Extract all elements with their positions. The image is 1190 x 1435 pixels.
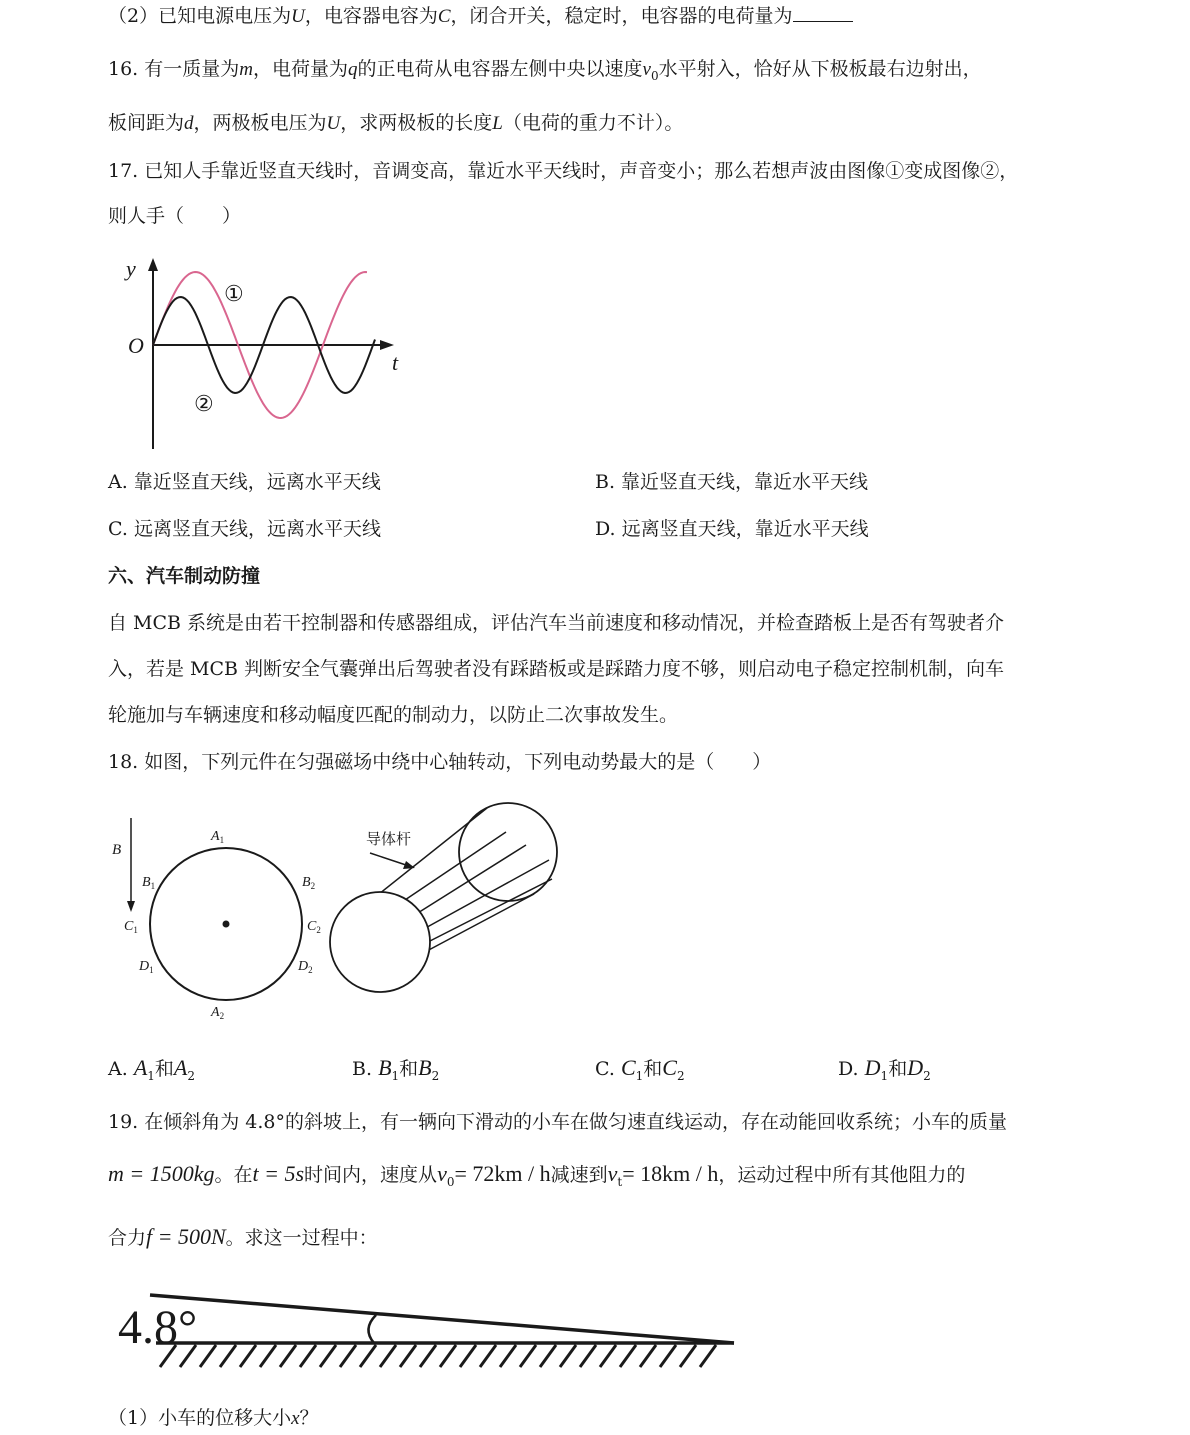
q19-part1 [108,1405,319,1432]
letter: C [124,919,134,934]
hatch-line [420,1345,436,1367]
hatch-line [700,1345,716,1367]
hatch-line [440,1345,456,1367]
var: B [378,1055,392,1080]
var-v: v [642,59,651,80]
q15-part2-line [108,3,853,30]
text: 和 [643,1058,663,1080]
hatch-line [640,1345,656,1367]
q17-option-b[interactable]: B. 靠近竖直天线，靠近水平天线 [595,471,869,493]
text: （1）小车的位移大小 [108,1407,292,1429]
subscript: 1 [133,925,138,935]
subscript: 2 [316,925,321,935]
hatch-line [300,1345,316,1367]
q18-option-c[interactable] [595,1055,685,1084]
q16-line1 [108,56,982,84]
rod-pointer-arrow-icon [403,861,415,869]
label-a1 [210,829,224,845]
section-title: 六、汽车制动防撞 [108,565,261,587]
letter: A [211,829,220,844]
origin-label: O [128,333,144,358]
hatch-line [400,1345,416,1367]
option-prefix: B. [352,1058,373,1080]
q17-option-d[interactable]: D. 远离竖直天线，靠近水平天线 [595,518,869,540]
text: ，电荷量为 [253,58,349,80]
option-prefix: C. [595,1058,615,1080]
rod-pointer-line [370,853,409,866]
wave-1-label: ① [224,281,244,306]
force-equation: f = 500N [146,1224,226,1249]
cylinder-front-disk [330,892,430,992]
q17-option-a[interactable]: A. 靠近竖直天线，远离水平天线 [108,471,381,493]
hatch-line [580,1345,596,1367]
text: 和 [154,1058,174,1080]
hatch-line [360,1345,376,1367]
var-L: L [492,113,503,134]
text: 水平射入，恰好从下极板最右边射出， [658,58,982,80]
q17-line2: 则人手（ ） [108,205,242,227]
var-U: U [291,6,305,27]
option-prefix: A. [108,1058,128,1080]
text: ，求两极板的长度 [340,112,493,134]
var-d: d [184,113,194,134]
label-a2 [210,1005,224,1021]
field-b-label: B [112,842,122,858]
conductor-rod [426,879,552,943]
hatch-line [200,1345,216,1367]
hatch-line [280,1345,296,1367]
letter: D [298,959,309,974]
text: ？ [299,1407,319,1429]
text: 。求这一过程中： [225,1227,378,1249]
var-m: m [239,59,253,80]
y-axis-label: y [126,256,136,281]
section-paragraph-line2: 入，若是 MCB 判断安全气囊弹出后驾驶者没有踩踏板或是踩踏力度不够，则启动电子稳定控制机制，向车 [108,658,1005,680]
text: 板间距为 [108,112,185,134]
section-paragraph-line1: 自 MCB 系统是由若干控制器和传感器组成，评估汽车当前速度和移动情况，并检查踏板上是否有驾驶者介 [108,612,1005,634]
q19-line1: 19. 在倾斜角为 4.8°的斜坡上，有一辆向下滑动的小车在做匀速直线运动，存在动能回收系统；小车的质量 [108,1111,1008,1133]
initial-speed: = 72km / h [454,1161,551,1186]
y-axis-arrow-icon [148,258,158,271]
subscript: 2 [187,1069,196,1083]
var-v: v [607,1161,618,1186]
letter: A [211,1005,220,1020]
wave-2-label: ② [194,391,214,416]
q19-line3 [108,1224,378,1251]
hatch-line [680,1345,696,1367]
hatch-line [500,1345,516,1367]
subscript: 1 [391,1069,400,1083]
var: C [620,1055,636,1080]
rod-label: 导体杆 [366,832,412,848]
slope-figure [112,1285,752,1375]
label-d1 [138,959,154,975]
hatch-line [480,1345,496,1367]
label-c2 [307,919,321,935]
incline-line [150,1295,734,1343]
q18-line1: 18. 如图，下列元件在匀强磁场中绕中心轴转动，下列电动势最大的是（ ） [108,751,772,773]
hatch-line [520,1345,536,1367]
label-b1 [142,875,155,891]
var: A [173,1055,188,1080]
q19-line2 [108,1161,965,1190]
subscript: 0 [446,1175,455,1189]
var: B [418,1055,432,1080]
text: 。在 [214,1164,253,1186]
var: D [907,1055,924,1080]
hatch-line [320,1345,336,1367]
center-axis-dot [223,921,230,928]
label-d2 [297,959,313,975]
hatch-line [240,1345,256,1367]
q18-option-a[interactable] [108,1055,195,1084]
hatch-line [660,1345,676,1367]
text: ，闭合开关，稳定时，电容器的电荷量为 [450,5,793,27]
q17-wave-graph [110,254,410,454]
subscript: 2 [219,1011,225,1021]
text: ，运动过程中所有其他阻力的 [718,1164,966,1186]
hatch-line [260,1345,276,1367]
q16-line2 [108,110,683,137]
hatch-line [620,1345,636,1367]
subscript: t [617,1175,623,1189]
text: 合力 [108,1227,147,1249]
hatch-line [560,1345,576,1367]
q17-line1: 17. 已知人手靠近竖直天线时，音调变高，靠近水平天线时，声音变小；那么若想声波由图像①变成图像②， [108,160,1019,182]
hatch-line [460,1345,476,1367]
hatch-line [340,1345,356,1367]
option-prefix: D. [838,1058,859,1080]
letter: D [139,959,150,974]
t-axis-arrow-icon [380,340,394,350]
subscript: 2 [431,1069,440,1083]
text: 减速到 [550,1164,608,1186]
q18-option-b[interactable] [352,1055,439,1084]
hatch-line [380,1345,396,1367]
var-U: U [326,113,341,134]
var-x: x [291,1408,300,1429]
q18-figure [108,800,568,1030]
letter: B [302,875,311,890]
angle-arc [368,1315,376,1343]
hatch-line [220,1345,236,1367]
var: C [662,1055,677,1080]
text: （2）已知电源电压为 [108,5,292,27]
subscript: 1 [150,881,156,891]
subscript: 1 [147,1069,155,1083]
var-v: v [437,1161,447,1186]
subscript: 2 [676,1069,685,1083]
ground-hatching [160,1345,716,1367]
t-axis-label: t [392,350,399,375]
text: 16. 有一质量为 [108,58,240,80]
mass-equation: m = 1500kg [108,1161,215,1186]
text: 时间内，速度从 [304,1164,438,1186]
text: ，电容器电容为 [304,5,438,27]
subscript: 0 [650,69,659,83]
text: 和 [399,1058,419,1080]
subscript: 2 [923,1069,931,1083]
text: ，两极板电压为 [193,112,327,134]
subscript: 2 [310,881,316,891]
hatch-line [600,1345,616,1367]
slope-angle-label: 4.8° [118,1301,198,1354]
subscript: 1 [149,965,154,975]
q17-option-c[interactable]: C. 远离竖直天线，远离水平天线 [108,518,381,540]
final-speed: = 18km / h [622,1161,719,1186]
subscript: 1 [880,1069,889,1083]
text: 和 [888,1058,908,1080]
conductor-rod [413,845,526,916]
subscript: 1 [219,835,225,845]
label-b2 [302,875,315,891]
text: （电荷的重力不计）。 [502,112,684,134]
section-paragraph-line3: 轮施加与车辆速度和移动幅度匹配的制动力，以防止二次事故发生。 [108,704,679,726]
text: 的正电荷从电容器左侧中央以速度 [357,58,643,80]
var-C: C [437,6,451,27]
answer-blank[interactable] [793,3,853,22]
q18-option-d[interactable] [838,1055,931,1084]
field-arrow-icon [127,901,135,912]
hatch-line [540,1345,556,1367]
label-c1 [124,919,138,935]
rod-cylinder [330,803,557,992]
var: D [864,1055,881,1080]
subscript: 1 [635,1069,644,1083]
var: A [133,1055,148,1080]
cylinder-edge [425,894,534,952]
letter: C [307,919,317,934]
subscript: 2 [308,965,313,975]
var-q: q [348,59,358,80]
time-equation: t = 5s [252,1161,305,1186]
letter: B [142,875,151,890]
